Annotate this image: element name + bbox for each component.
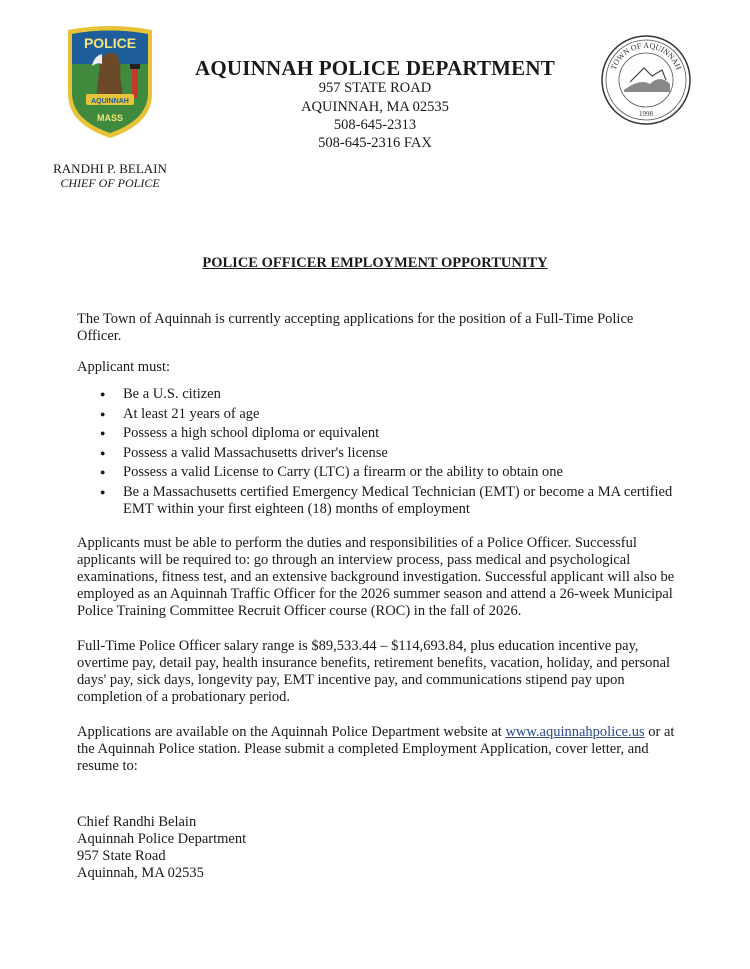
town-seal-logo [600,34,692,126]
badge-text-mid: AQUINNAH [91,98,129,105]
signature-name: Chief Randhi Belain [77,814,197,830]
badge-text-top: POLICE [83,35,137,51]
document-title: POLICE OFFICER EMPLOYMENT OPPORTUNITY [202,255,548,271]
chief-name: RANDHI P. BELAIN [53,161,167,176]
salary-paragraph: Full-Time Police Officer salary range is $89,533.44 – $114,693.84, plus education incentive pay, overtime pay, detail pay, health insurance benefits, retirement benefits, vacation, holiday, and personal days' pay, sick days, longevity pay, EMT incentive pay, and communications stipend pay upon completion of a probationary period. [77,638,671,705]
address-city: AQUINNAH, MA 02535 [301,99,449,115]
signature-department: Aquinnah Police Department [77,831,247,847]
address-phone: 508-645-2313 [333,117,417,133]
svg-text:TOWN OF AQUINNAH [609,41,683,71]
seal-year: 1998 [639,110,653,118]
requirements-heading: Applicant must: [77,359,171,375]
website-link[interactable]: www.aquinnahpolice.us [505,724,645,740]
police-badge-logo [62,24,158,142]
badge-text-bottom: MASS [96,113,124,123]
address-street: 957 STATE ROAD [318,80,432,96]
address-fax: 508-645-2316 FAX [318,135,432,151]
requirement-item: ● Possess a valid License to Carry (LTC) a firearm or the ability to obtain one [96,464,676,481]
requirement-item: ● Possess a high school diploma or equivalent [96,425,676,442]
requirements-list [96,386,676,521]
signature-street: 957 State Road [77,848,166,864]
apply-text-after: or at the Aquinnah Police station. Please submit a completed Employment Application, cover letter, and resume to: [77,724,675,774]
requirement-item: ● At least 21 years of age [96,406,676,423]
signature-city: Aquinnah, MA 02535 [77,865,204,881]
intro-paragraph: The Town of Aquinnah is currently accepting applications for the position of a Full-Time Police Officer. [77,311,634,344]
requirement-item: ● Be a U.S. citizen [96,386,676,403]
apply-paragraph [77,724,677,775]
apply-text-before: Applications are available on the Aquinnah Police Department website at [77,724,506,740]
requirement-item: ● Be a Massachusetts certified Emergency Medical Technician (EMT) or become a MA certified EMT within your first eighteen (18) months of employment [96,484,676,518]
chief-title: CHIEF OF POLICE [60,176,160,190]
seal-text-top: TOWN OF AQUINNAH [608,40,684,72]
requirement-item: ● Possess a valid Massachusetts driver's license [96,445,676,462]
duties-paragraph: Applicants must be able to perform the duties and responsibilities of a Police Officer. Successful applicants will be required to: go through an interview process, pass medical and psychological examinations, fitness test, and an extensive background investigation. Successful applicant will also be employed as an Aquinnah Traffic Officer for the 2026 summer season and attend a 26-week Municipal Police Training Committee Recruit Officer course (ROC) in the fall of 2026. [77,535,675,619]
department-name: AQUINNAH POLICE DEPARTMENT [195,56,555,80]
